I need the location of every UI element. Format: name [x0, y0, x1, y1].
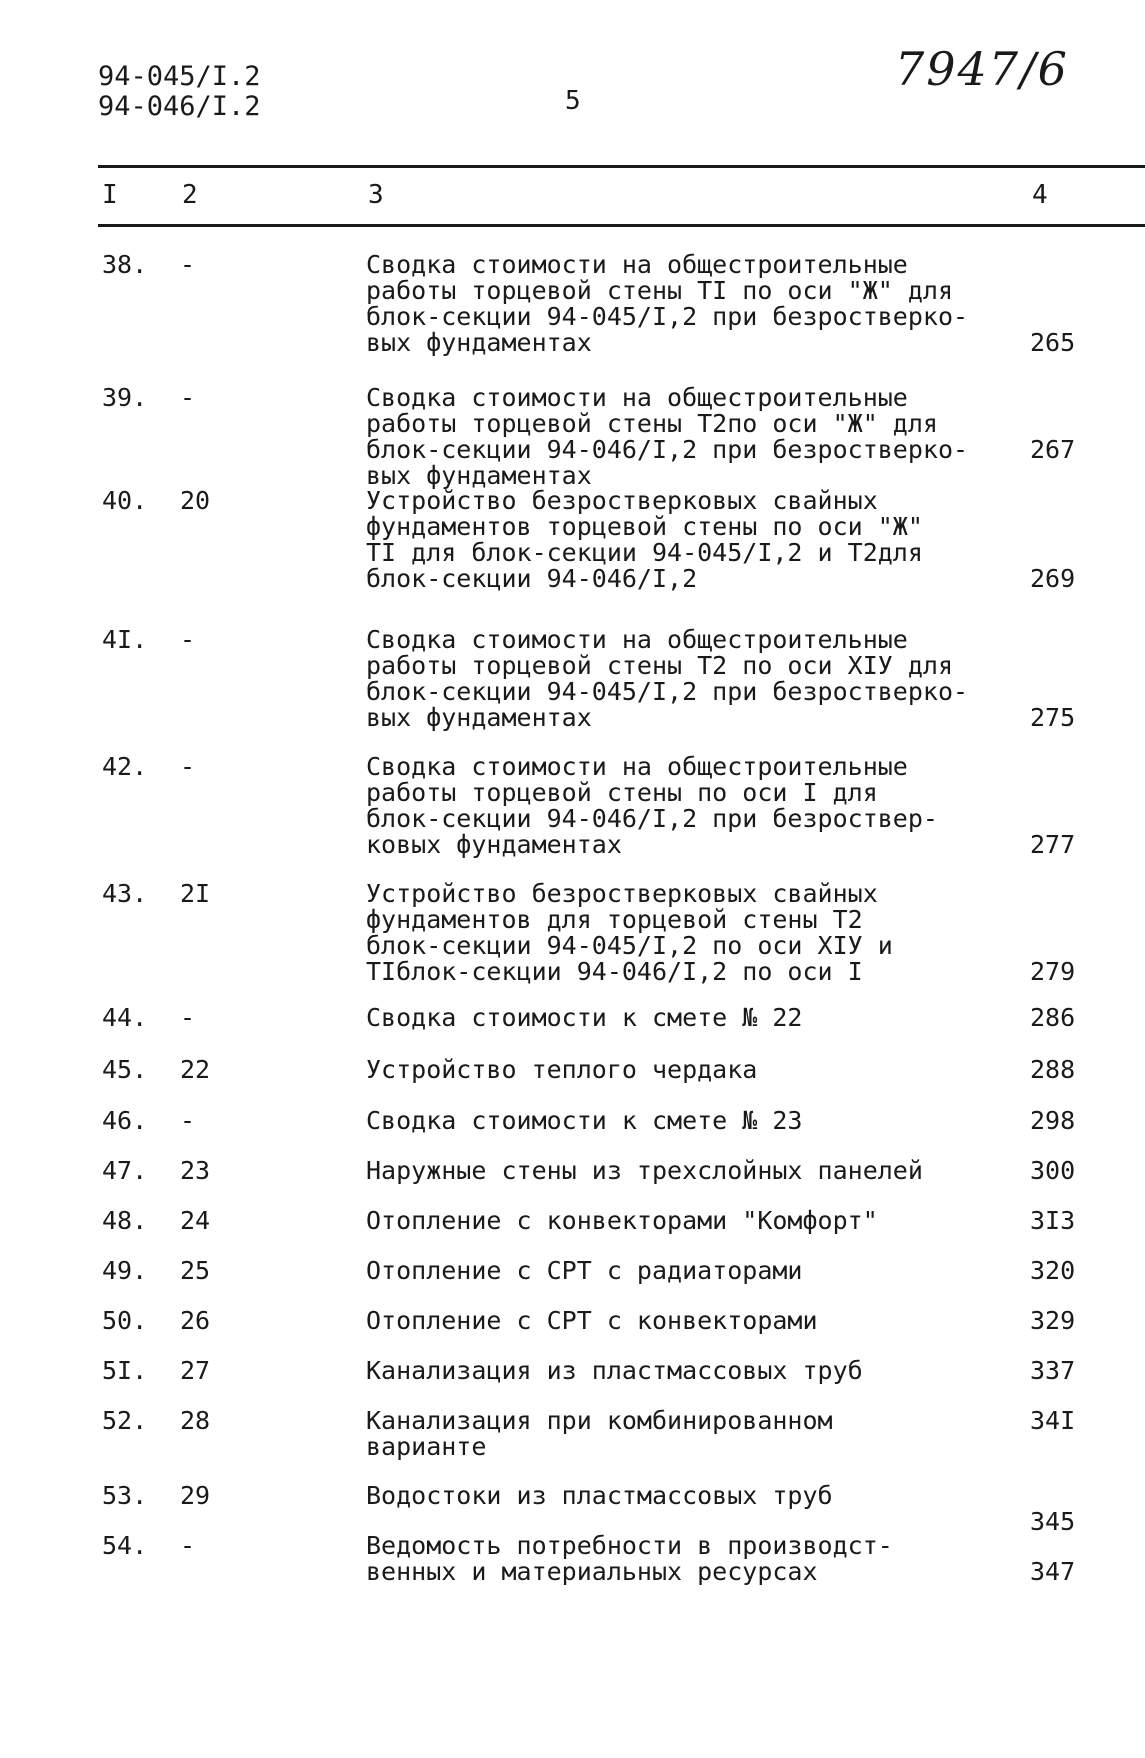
item-title-line: блок-секции 94-046/I,2 при безростверко-: [366, 435, 969, 464]
item-title-line: блок-секции 94-046/I,2: [366, 564, 698, 593]
row-number: 4I.: [102, 625, 148, 654]
row-number: 53.: [102, 1481, 148, 1510]
item-title-line: Канализация из пластмассовых труб: [366, 1356, 863, 1385]
page-reference: 300: [1030, 1156, 1076, 1185]
column-header-3: 3: [368, 180, 384, 210]
item-title-line: венных и материальных ресурсах: [366, 1557, 818, 1586]
row-number: 46.: [102, 1106, 148, 1135]
page-reference: 3I3: [1030, 1206, 1076, 1235]
item-title: [366, 754, 1006, 858]
item-title-line: Сводка стоимости на общестроительные: [366, 752, 908, 781]
item-title-line: работы торцевой стены T2по оси "Ж" для: [366, 409, 938, 438]
item-title: [366, 488, 1006, 592]
page-reference: 298: [1030, 1106, 1076, 1135]
row-number: 47.: [102, 1156, 148, 1185]
estimate-number: -: [180, 250, 196, 279]
item-title-line: Канализация при комбинированном: [366, 1406, 833, 1435]
page-reference: 34I: [1030, 1406, 1076, 1435]
estimate-number: 22: [180, 1055, 211, 1084]
row-number: 5I.: [102, 1356, 148, 1385]
row-number: 38.: [102, 250, 148, 279]
column-header-4: 4: [1032, 180, 1048, 210]
item-title-line: вых фундаментах: [366, 461, 592, 490]
item-title: [366, 1408, 1006, 1460]
estimate-number: 27: [180, 1356, 211, 1385]
row-number: 42.: [102, 752, 148, 781]
item-title-line: Ведомость потребности в производст-: [366, 1531, 893, 1560]
item-title: [366, 1158, 1006, 1184]
document-code-2: 94-046/I.2: [98, 91, 261, 122]
document-codes: [98, 62, 261, 122]
page-reference: 345: [1030, 1507, 1076, 1536]
page-reference: 277: [1030, 830, 1076, 859]
item-title-line: TI для блок-секции 94-045/I,2 и T2для: [366, 538, 923, 567]
page-reference: 347: [1030, 1557, 1076, 1586]
item-title: [366, 881, 1006, 985]
item-title-line: Сводка стоимости к смете № 22: [366, 1003, 803, 1032]
item-title-line: TIблок-секции 94-046/I,2 по оси I: [366, 957, 863, 986]
item-title-line: Отопление с конвекторами "Комфорт": [366, 1206, 878, 1235]
page-number: 5: [565, 86, 581, 116]
estimate-number: -: [180, 1106, 196, 1135]
estimate-number: 24: [180, 1206, 211, 1235]
estimate-number: 23: [180, 1156, 211, 1185]
item-title-line: Устройство безростверковых свайных: [366, 879, 878, 908]
document-code-1: 94-045/I.2: [98, 61, 261, 92]
item-title-line: Устройство теплого чердака: [366, 1055, 758, 1084]
item-title-line: фундаментов для торцевой стены T2: [366, 905, 863, 934]
item-title: [366, 627, 1006, 731]
item-title-line: Устройство безростверковых свайных: [366, 486, 878, 515]
item-title: [366, 1483, 1006, 1509]
item-title-line: блок-секции 94-045/I,2 при безростверко-: [366, 302, 969, 331]
item-title-line: Наружные стены из трехслойных панелей: [366, 1156, 923, 1185]
item-title: [366, 1057, 1006, 1083]
item-title-line: Сводка стоимости на общестроительные: [366, 383, 908, 412]
estimate-number: -: [180, 1531, 196, 1560]
row-number: 50.: [102, 1306, 148, 1335]
table-top-rule: [98, 165, 1145, 168]
row-number: 49.: [102, 1256, 148, 1285]
row-number: 39.: [102, 383, 148, 412]
row-number: 45.: [102, 1055, 148, 1084]
item-title-line: Сводка стоимости на общестроительные: [366, 250, 908, 279]
page-reference: 286: [1030, 1003, 1076, 1032]
estimate-number: 28: [180, 1406, 211, 1435]
table-header-rule: [98, 224, 1145, 227]
item-title-line: варианте: [366, 1432, 487, 1461]
column-header-2: 2: [182, 180, 198, 210]
item-title-line: работы торцевой стены по оси I для: [366, 778, 878, 807]
estimate-number: 25: [180, 1256, 211, 1285]
item-title: [366, 1533, 1006, 1585]
estimate-number: -: [180, 625, 196, 654]
page-reference: 269: [1030, 564, 1076, 593]
page-reference: 279: [1030, 957, 1076, 986]
estimate-number: -: [180, 1003, 196, 1032]
item-title-line: Отопление с СРТ с конвекторами: [366, 1306, 818, 1335]
item-title-line: фундаментов торцевой стены по оси "Ж": [366, 512, 923, 541]
archive-number: 7947/6: [895, 42, 1069, 96]
page-reference: 329: [1030, 1306, 1076, 1335]
item-title: [366, 1258, 1006, 1284]
estimate-number: 2I: [180, 879, 211, 908]
item-title: [366, 1208, 1006, 1234]
page-reference: 275: [1030, 703, 1076, 732]
item-title: [366, 1108, 1006, 1134]
item-title-line: работы торцевой стены T2 по оси XIУ для: [366, 651, 953, 680]
item-title-line: работы торцевой стены TI по оси "Ж" для: [366, 276, 953, 305]
item-title-line: блок-секции 94-046/I,2 при безроствер-: [366, 804, 938, 833]
estimate-number: -: [180, 752, 196, 781]
item-title: [366, 1005, 1006, 1031]
item-title-line: блок-секции 94-045/I,2 при безростверко-: [366, 677, 969, 706]
item-title-line: Водостоки из пластмассовых труб: [366, 1481, 833, 1510]
page-reference: 320: [1030, 1256, 1076, 1285]
row-number: 40.: [102, 486, 148, 515]
item-title: [366, 1358, 1006, 1384]
item-title-line: Сводка стоимости на общестроительные: [366, 625, 908, 654]
item-title-line: вых фундаментах: [366, 328, 592, 357]
item-title-line: блок-секции 94-045/I,2 по оси XIУ и: [366, 931, 893, 960]
row-number: 52.: [102, 1406, 148, 1435]
page-reference: 267: [1030, 435, 1076, 464]
page-reference: 337: [1030, 1356, 1076, 1385]
item-title-line: Отопление с СРТ с радиаторами: [366, 1256, 803, 1285]
page-reference: 288: [1030, 1055, 1076, 1084]
item-title: [366, 385, 1006, 489]
row-number: 54.: [102, 1531, 148, 1560]
estimate-number: 29: [180, 1481, 211, 1510]
row-number: 44.: [102, 1003, 148, 1032]
estimate-number: -: [180, 383, 196, 412]
item-title-line: Сводка стоимости к смете № 23: [366, 1106, 803, 1135]
item-title-line: ковых фундаментах: [366, 830, 622, 859]
row-number: 48.: [102, 1206, 148, 1235]
row-number: 43.: [102, 879, 148, 908]
item-title: [366, 252, 1006, 356]
item-title: [366, 1308, 1006, 1334]
column-header-1: I: [102, 180, 118, 210]
item-title-line: вых фундаментах: [366, 703, 592, 732]
estimate-number: 26: [180, 1306, 211, 1335]
page-reference: 265: [1030, 328, 1076, 357]
estimate-number: 20: [180, 486, 211, 515]
